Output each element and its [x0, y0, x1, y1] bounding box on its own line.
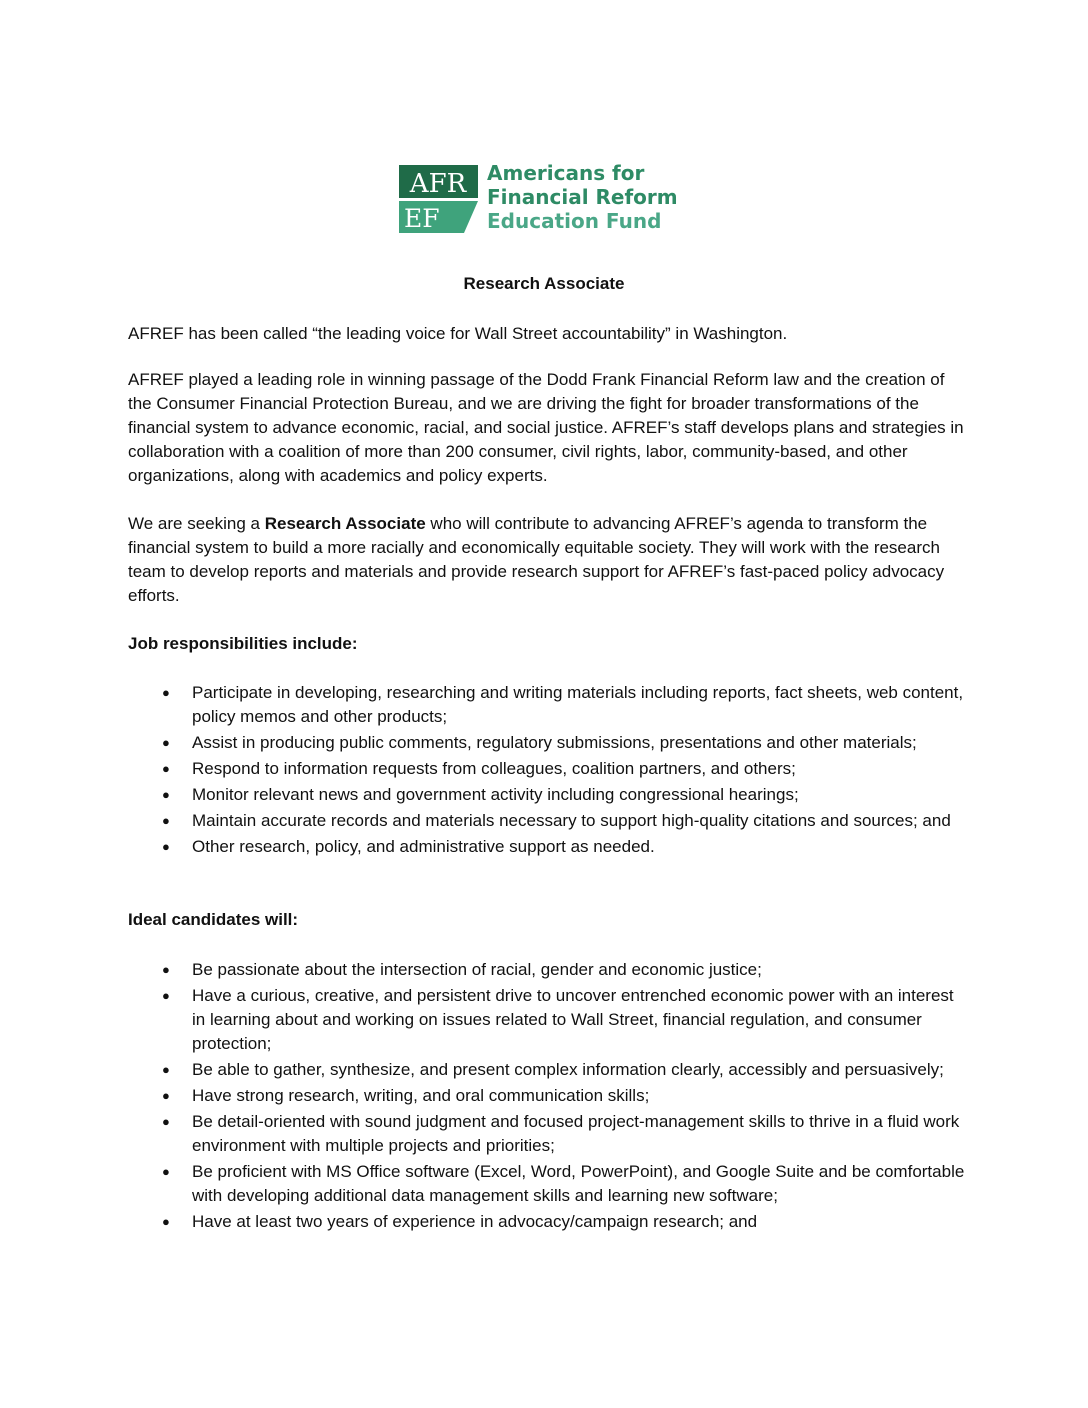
list-item: ● Respond to information requests from colleagues, coalition partners, and others;: [128, 757, 968, 781]
list-item: ● Be passionate about the intersection of racial, gender and economic justice;: [128, 958, 968, 982]
responsibilities-heading: Job responsibilities include:: [128, 634, 358, 653]
logo-wordmark: [487, 161, 678, 233]
list-item: ● Participate in developing, researching and writing materials including reports, fact sheets, web content, policy memos and other products;: [128, 681, 968, 729]
list-item: ● Be proficient with MS Office software (Excel, Word, PowerPoint), and Google Suite and be comfortable with developing additional data management skills and learning new software;: [128, 1160, 968, 1208]
intro-paragraph: AFREF has been called “the leading voice for Wall Street accountability” in Washington.: [128, 324, 788, 343]
seeking-position: Research Associate: [264, 514, 426, 533]
responsibilities-list: [128, 681, 968, 861]
candidates-list: [128, 958, 968, 1236]
seeking-lead: We are seeking a: [128, 514, 265, 533]
logo-line-3: Education Fund: [487, 209, 662, 233]
about-paragraph: AFREF played a leading role in winning passage of the Dodd Frank Financial Reform law and the creation of the Consumer Financial Protection Bureau, and we are driving the fight for broader transformations of the financial system to advance economic, racial, and social justice. AFREF’s staff develops plans and strategies in collaboration with a coalition of more than 200 consumer, civil rights, labor, community-based, and other organizations, along with academics and policy experts.: [128, 370, 964, 485]
logo-mark-top: AFR: [409, 169, 467, 199]
list-item: ● Be detail-oriented with sound judgment and focused project-management skills to thrive in a fluid work environment with multiple projects and priorities;: [128, 1110, 968, 1158]
document-title: Research Associate: [463, 274, 625, 293]
logo-line-2: Financial Reform: [487, 185, 678, 209]
seeking-paragraph: [128, 512, 968, 608]
list-item: ● Maintain accurate records and materials necessary to support high-quality citations and sources; and: [128, 809, 968, 833]
list-item: ● Assist in producing public comments, regulatory submissions, presentations and other materials;: [128, 731, 968, 755]
list-item: ● Monitor relevant news and government activity including congressional hearings;: [128, 783, 968, 807]
candidates-heading: Ideal candidates will:: [128, 910, 299, 929]
logo-mark-bottom: EF: [404, 204, 440, 233]
list-item: ● Other research, policy, and administrative support as needed.: [128, 835, 968, 859]
list-item: ● Be able to gather, synthesize, and present complex information clearly, accessibly and persuasively;: [128, 1058, 968, 1082]
logo-line-1: Americans for: [487, 161, 645, 185]
list-item: ● Have strong research, writing, and oral communication skills;: [128, 1084, 968, 1108]
seeking-body: who will contribute to advancing AFREF’s agenda to transform the financial system to build a more racially and economically equitable society. They will work with the research team to develop reports and materials and provide research support for AFREF’s fast-paced policy advocacy efforts.: [128, 514, 945, 605]
list-item: ● Have a curious, creative, and persistent drive to uncover entrenched economic power with an interest in learning about and working on issues related to Wall Street, financial regulation, and consumer protection;: [128, 984, 968, 1056]
list-item: ● Have at least two years of experience in advocacy/campaign research; and: [128, 1210, 968, 1234]
